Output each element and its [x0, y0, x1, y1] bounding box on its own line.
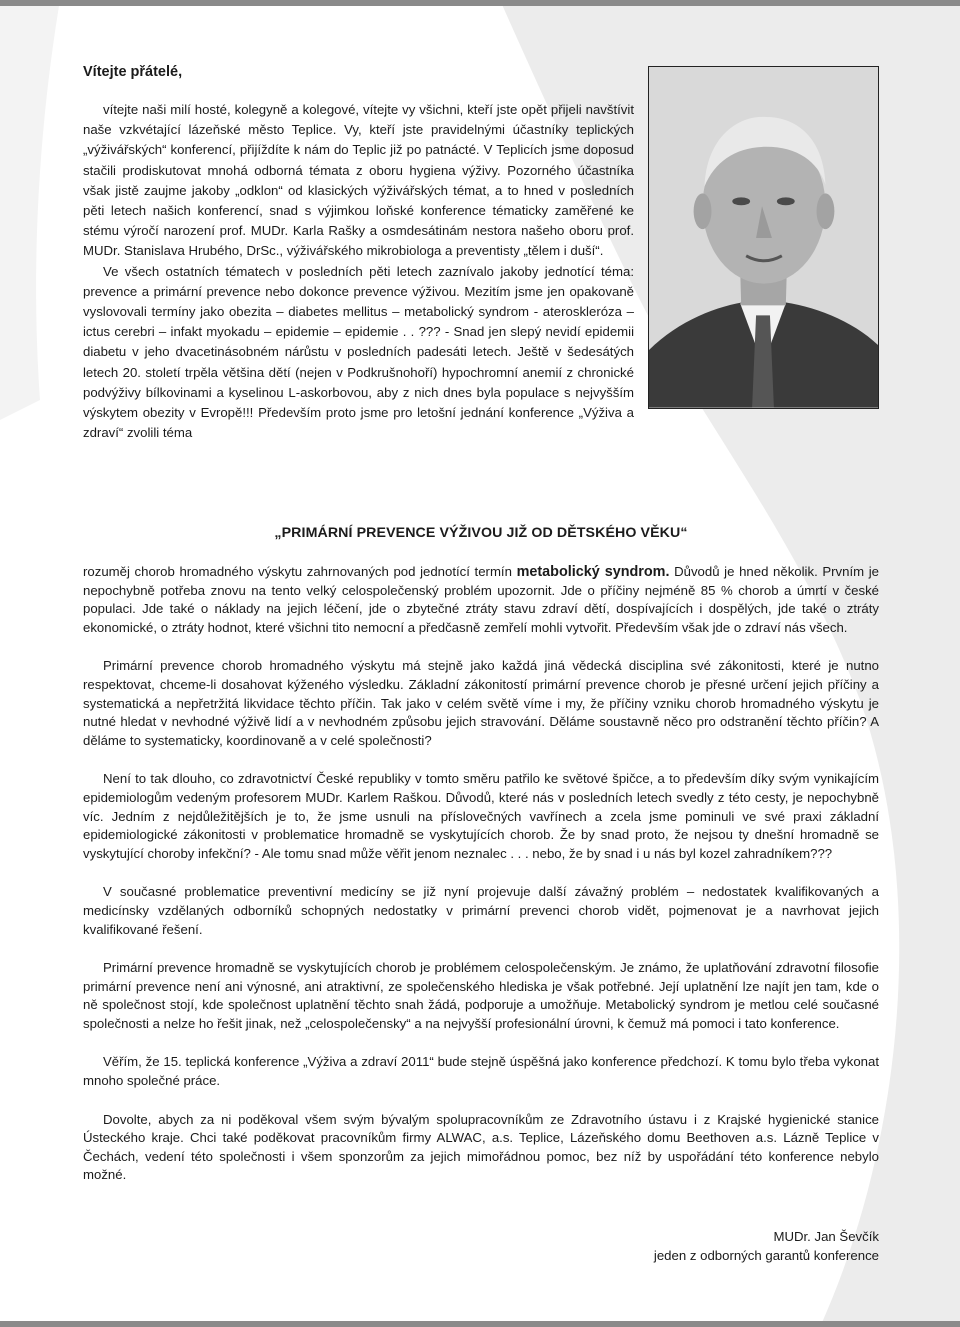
body-paragraph-2: Primární prevence chorob hromadného výskytu má stejně jako každá jiná vědecká disciplina své zákonitosti, které je nutno respektovat, chceme-li dosahovat kýženého výsledku. Základní zákonitostí primární prevence chorob je přesné určení jejich příčiny a systematická a nepřetržitá likvidace těchto příčin. Tak jako v celém světě víme i my, že příčiny vzniku chorob hromadného výskytu je nutné hledat v nevhodné výživě lidí a v nevhodném způsobu jejich stravování. Děláme soustavně něco pro odstranění těchto příčin? A děláme to systematicky, koordinovaně a v celé společnosti? — [83, 658, 879, 748]
greeting: Vítejte přátelé, — [83, 64, 183, 80]
signature-block — [654, 1228, 879, 1265]
body-paragraph-1-rest: Důvodů je hned několik. Prvním je nepochybně potřeba znovu na tento velký celospolečenský problém upozornit. Jde o příčiny nejméně 85 % chorob a úmrtí v české populaci. Jde také o náklady na jejich léčení, jde o zbytečné ztráty stavu zdraví dětí, dospívajících i dospělých, jde také o ztráty ekonomické, o ztráty hodnot, které všichni tito nemocní a předčasně zemřelí mohli vytvořit. Především však jde o zdraví nás všech. — [83, 564, 880, 635]
top-edge-bar — [0, 0, 960, 6]
body-paragraph-1 — [83, 563, 879, 637]
body-paragraph-4: V současné problematice preventivní medicíny se již nyní projevuje další závažný problém – nedostatek kvalifikovaných a medicínsky vzdělaných odborníků schopných nedostatky v primární prevenci chorob vidět, pojmenovat je a navrhovat jejich kvalifikované řešení. — [83, 884, 879, 937]
conference-theme-heading: „PRIMÁRNÍ PREVENCE VÝŽIVOU JIŽ OD DĚTSKÉHO VĚKU“ — [274, 525, 688, 541]
body-paragraph-6: Věřím, že 15. teplická konference „Výživa a zdraví 2011“ bude stejně úspěšná jako konference předchozí. K tomu bylo třeba vykonat mnoho společné práce. — [83, 1054, 879, 1089]
body-paragraph-7: Dovolte, abych za ni poděkoval všem svým bývalým spolupracovníkům ze Zdravotního ústavu i z Krajské hygienické stanice Ústeckého kraje. Chci také poděkovat pracovníkům firmy ALWAC, a.s. Teplice, Lázeňského domu Beethoven a.s. Lázně Teplice v Čechách, vedení této společnosti i všem sponzorům za jejich mimořádnou pomoc, bez níž by uspořádání této konference nebylo možné. — [83, 1111, 879, 1183]
intro-paragraph-2: Ve všech ostatních tématech v posledních pěti letech zaznívalo jakoby jednotící téma: prevence a primární prevence nebo dokonce prevence výživou. Mezitím jsme jen opakovaně vyslovovali termíny jako obezita – diabetes mellitus – metabolický syndrom - ateroskleróza – ictus cerebri – infakt myokadu – epidemie – epidemie . . ??? - Snad jen slepý nevidí epidemii diabetu v jeho dvacetinásobném nárůstu v posledních padesáti letech. Ještě v šedesátých letech 20. století trpěla většina dětí (nejen v Podkrušnohoří) hypochromní anemií z chronické podvýživy bílkovinami a kyselinou L-askorbovou, aby z nich dnes byla populace s nejvyšším výskytem obezity v Evropě!!! Především proto jsme pro letošní jednání konference „Výživa a zdraví“ zvolili téma — [83, 263, 634, 441]
body-paragraph-5: Primární prevence hromadně se vyskytujících chorob je problémem celospolečenským. Je známo, že uplatňování zdravotní filosofie primární prevence není ani výnosné, ani atraktivní, ze společenského hlediska je však potřebné. Její uplatnění lze najít jen tam, kde o ně společnost stojí, kde společnost uplatnění těchto snah žádá, podporuje a umožňuje. Metabolický syndrom je metlou celé současné společnosti a nelze ho řešit jinak, než „celospolečensky“ a na nejvyšší profesionální úrovni, k čemuž má pomoci i tato konference. — [83, 960, 879, 1031]
bottom-edge-bar — [0, 1321, 960, 1327]
signature-name: MUDr. Jan Ševčík — [773, 1229, 879, 1244]
photo-spacer — [634, 100, 879, 420]
intro-text — [83, 100, 879, 443]
body-text — [83, 563, 879, 1205]
body-paragraph-3: Není to tak dlouho, co zdravotnictví České republiky v tomto směru patřilo ke světové špičce, a to především díky svým vynikajícím epidemiologům vedeným profesorem MUDr. Karlem Raškou. Důvodů, které nás v posledních letech svedly z této cesty, je nepochybně víc. Jedním z nejdůležitějších je to, že jsme usnuli na příslovečných vavřínech a zcela jsme pominuli ve své praxi základní epidemiologické zákonitosti v problematice hromadně se vyskytujících chorob. Že by snad proto, že nejsou ty dnešní hromadně se vyskytující choroby infekční? - Ale tomu snad může věřit jenom neznalec . . . nebo, že by snad i u nás byl kozel zahradníkem??? — [83, 771, 879, 861]
body-paragraph-1-start: rozuměj chorob hromadného výskytu zahrnovaných pod jednotící termín — [83, 564, 517, 579]
metabolic-syndrome-term: metabolický syndrom. — [516, 564, 670, 580]
intro-paragraph-1: vítejte naši milí hosté, kolegyně a kolegové, vítejte vy všichni, kteří jste opět přijeli navštívit naše vzkvétající lázeňské město Teplice. Vy, kteří jste pravidelnými účastníky teplických „výživářských“ konferencí, přijíždíte k nám do Teplic již po patnácté. V Teplicích jsme doposud stačili prodiskutovat mnohá odborná témata z oboru hygiena výživy. Pozorného účastníka však jistě zaujme jakoby „odklon“ od klasických výživářských témat, a to hned v posledních pěti letech našich konferencí, snad s výjimkou loňské konference tématicky zaměřené ke stému výročí narození prof. MUDr. Karla Rašky a osmdesátinám nestora našeho oboru prof. MUDr. Stanislava Hrubého, DrSc., výživářského mikrobiologa a preventisty „tělem i duší“. — [83, 102, 634, 259]
signature-role: jeden z odborných garantů konference — [653, 1247, 879, 1263]
